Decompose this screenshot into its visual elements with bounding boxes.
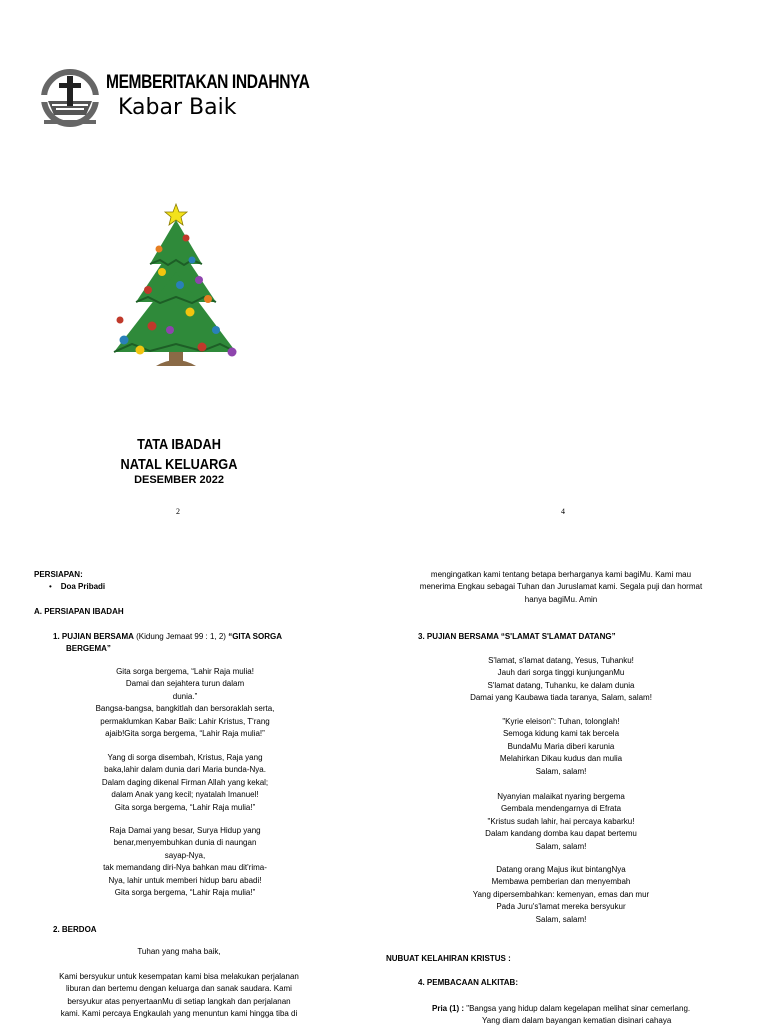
list-item <box>49 581 105 593</box>
item-1-title: “GITA SORGA <box>228 632 282 641</box>
item-3-heading: 3. PUJIAN BERSAMA “S'LAMAT S'LAMAT DATANG” <box>418 632 616 641</box>
verse-line: dalam Anak yang kecil; nyatalah Imanuel! <box>111 790 259 800</box>
verse-line: Damai dan sejahtera turun dalam <box>125 679 245 689</box>
verse-line: Gita sorga bergema, “Lahir Raja mulia! <box>116 667 254 676</box>
verse-line: Jauh dari sorga tinggi kunjunganMu <box>497 668 625 678</box>
item-1-label: 1. PUJIAN BERSAMA <box>53 632 134 641</box>
verse-line: S'lamat datang, Tuhanku, ke dalam dunia <box>487 680 635 690</box>
reader-pria-line <box>432 1003 690 1015</box>
prayer-line: kami. Kami percaya Engkaulah yang menuntun kami hingga tiba di <box>60 1009 298 1019</box>
verse-line: Semoga kidung kami tak bercela <box>502 729 620 739</box>
church-logo-icon <box>38 68 102 128</box>
verse-line: Nyanyian malaikat nyaring bergema <box>497 792 625 801</box>
verse-line: permaklumkan Kabar Baik: Lahir Kristus, T'rang <box>100 716 270 726</box>
hymn-verse-1 <box>20 666 350 740</box>
verse-line: Damai yang Kaubawa tiada taranya, Salam, salam! <box>470 693 652 703</box>
verse-line: sayap-Nya, <box>164 850 206 860</box>
hymn-verse-3 <box>20 825 350 899</box>
christmas-tree-icon <box>104 202 244 372</box>
brand-line-1: MEMBERITAKAN INDAHNYA <box>106 72 310 93</box>
prayer-ending <box>384 569 738 606</box>
item-1-title-cont: BERGEMA” <box>66 644 111 653</box>
verse-line: "Kyrie eleison": Tuhan, tolonglah! <box>502 717 620 726</box>
item-2-heading: 2. BERDOA <box>53 925 97 934</box>
item-1-heading <box>53 631 282 643</box>
verse-line: Gembala mendengarnya di Efrata <box>500 804 622 814</box>
bullet-text: Doa Pribadi <box>60 582 106 591</box>
verse-line: Datang orang Majus ikut bintangNya <box>496 865 626 874</box>
reader-label: Pria (1) : <box>432 1004 465 1013</box>
prayer-line: Kami bersyukur untuk kesempatan kami bisa melakukan perjalanan <box>59 972 299 981</box>
verse-line: ajaib!Gita sorga bergema, “Lahir Raja mulia!” <box>105 729 265 739</box>
verse-line: Membawa pemberian dan menyembah <box>491 877 631 887</box>
verse-line: Nya, lahir untuk memberi hidup baru abadi! <box>108 875 262 885</box>
verse-line: Yang dipersembahkan: kemenyan, emas dan mur <box>472 889 650 899</box>
bullet-icon: • <box>49 582 52 591</box>
cover-title-1: TATA IBADAH <box>137 436 221 453</box>
cover-title-2: NATAL KELUARGA <box>120 456 238 473</box>
prayer-line: bersyukur atas penyertaanMu di setiap langkah dan perjalanan <box>67 996 291 1006</box>
verse-line: S'lamat, s'lamat datang, Yesus, Tuhanku! <box>488 656 634 665</box>
verse-line: benar,menyembuhkan dunia di naungan <box>113 838 257 848</box>
prayer-intro: Tuhan yang maha baik, <box>137 947 221 956</box>
prayer-line: liburan dan bertemu dengan keluarga dan sanak saudara. Kami <box>66 984 292 994</box>
prayer-line: menerima Engkau sebagai Tuhan dan Juruslamat kami. Segala puji dan hormat <box>419 582 703 592</box>
verse-line: tak memandang diri-Nya bahkan mau dit'rima- <box>103 863 267 873</box>
page-number-right: 4 <box>561 507 565 516</box>
verse-line: "Kristus sudah lahir, hai percaya kabarku! <box>487 816 635 826</box>
page-number-left: 2 <box>176 507 180 516</box>
verse-line: Salam, salam! <box>535 766 587 776</box>
verse-line: Dalam daging dikenal Firman Allah yang kekal; <box>101 777 269 787</box>
nubuat-heading: NUBUAT KELAHIRAN KRISTUS : <box>386 954 511 963</box>
verse-line: BundaMu Maria diberi karunia <box>507 741 615 751</box>
verse-line: dunia.” <box>172 691 198 701</box>
verse-line: Melahirkan Dikau kudus dan mulia <box>499 754 623 764</box>
item-4-heading: 4. PEMBACAAN ALKITAB: <box>418 978 518 987</box>
persiapan-heading: PERSIAPAN: <box>34 570 83 579</box>
cover-date: DESEMBER 2022 <box>134 474 224 486</box>
verse-line: Raja Damai yang besar, Surya Hidup yang <box>109 826 261 835</box>
verse-line: Yang di sorga disembah, Kristus, Raja yang <box>107 753 263 762</box>
verse-line: Gita sorga bergema, “Lahir Raja mulia!” <box>114 802 256 812</box>
prayer-line: hanya bagiMu. Amin <box>524 594 598 604</box>
song-verse-4 <box>384 864 738 926</box>
verse-line: Bangsa-bangsa, bangkitlah dan bersoraklah serta, <box>95 704 275 714</box>
verse-line: Dalam kandang domba kau dapat bertemu <box>485 829 637 839</box>
song-verse-1 <box>384 655 738 705</box>
persiapan-list <box>49 581 105 593</box>
brand-line-2: Kabar Baik <box>118 95 237 120</box>
prayer-text <box>0 971 358 1021</box>
verse-line: Salam, salam! <box>535 914 587 924</box>
section-a-heading: A. PERSIAPAN IBADAH <box>34 607 124 616</box>
reading-line-2: Yang diam dalam bayangan kematian disinari cahaya <box>482 1016 672 1025</box>
prayer-line: mengingatkan kami tentang betapa berharganya kami bagiMu. Kami mau <box>430 570 692 579</box>
hymn-verse-2 <box>20 752 350 814</box>
verse-line: Gita sorga bergema, “Lahir Raja mulia!” <box>114 888 256 898</box>
verse-line: Salam, salam! <box>535 841 587 851</box>
item-1-ref: (Kidung Jemaat 99 : 1, 2) <box>136 632 226 641</box>
verse-line: baka,lahir dalam dunia dari Maria bunda-Nya. <box>104 765 266 775</box>
song-verse-2 <box>384 716 738 778</box>
reading-line: "Bangsa yang hidup dalam kegelapan melihat sinar cemerlang. <box>466 1004 691 1013</box>
song-verse-3 <box>384 791 738 853</box>
verse-line: Pada Juru's'lamat mereka bersyukur <box>496 902 626 912</box>
